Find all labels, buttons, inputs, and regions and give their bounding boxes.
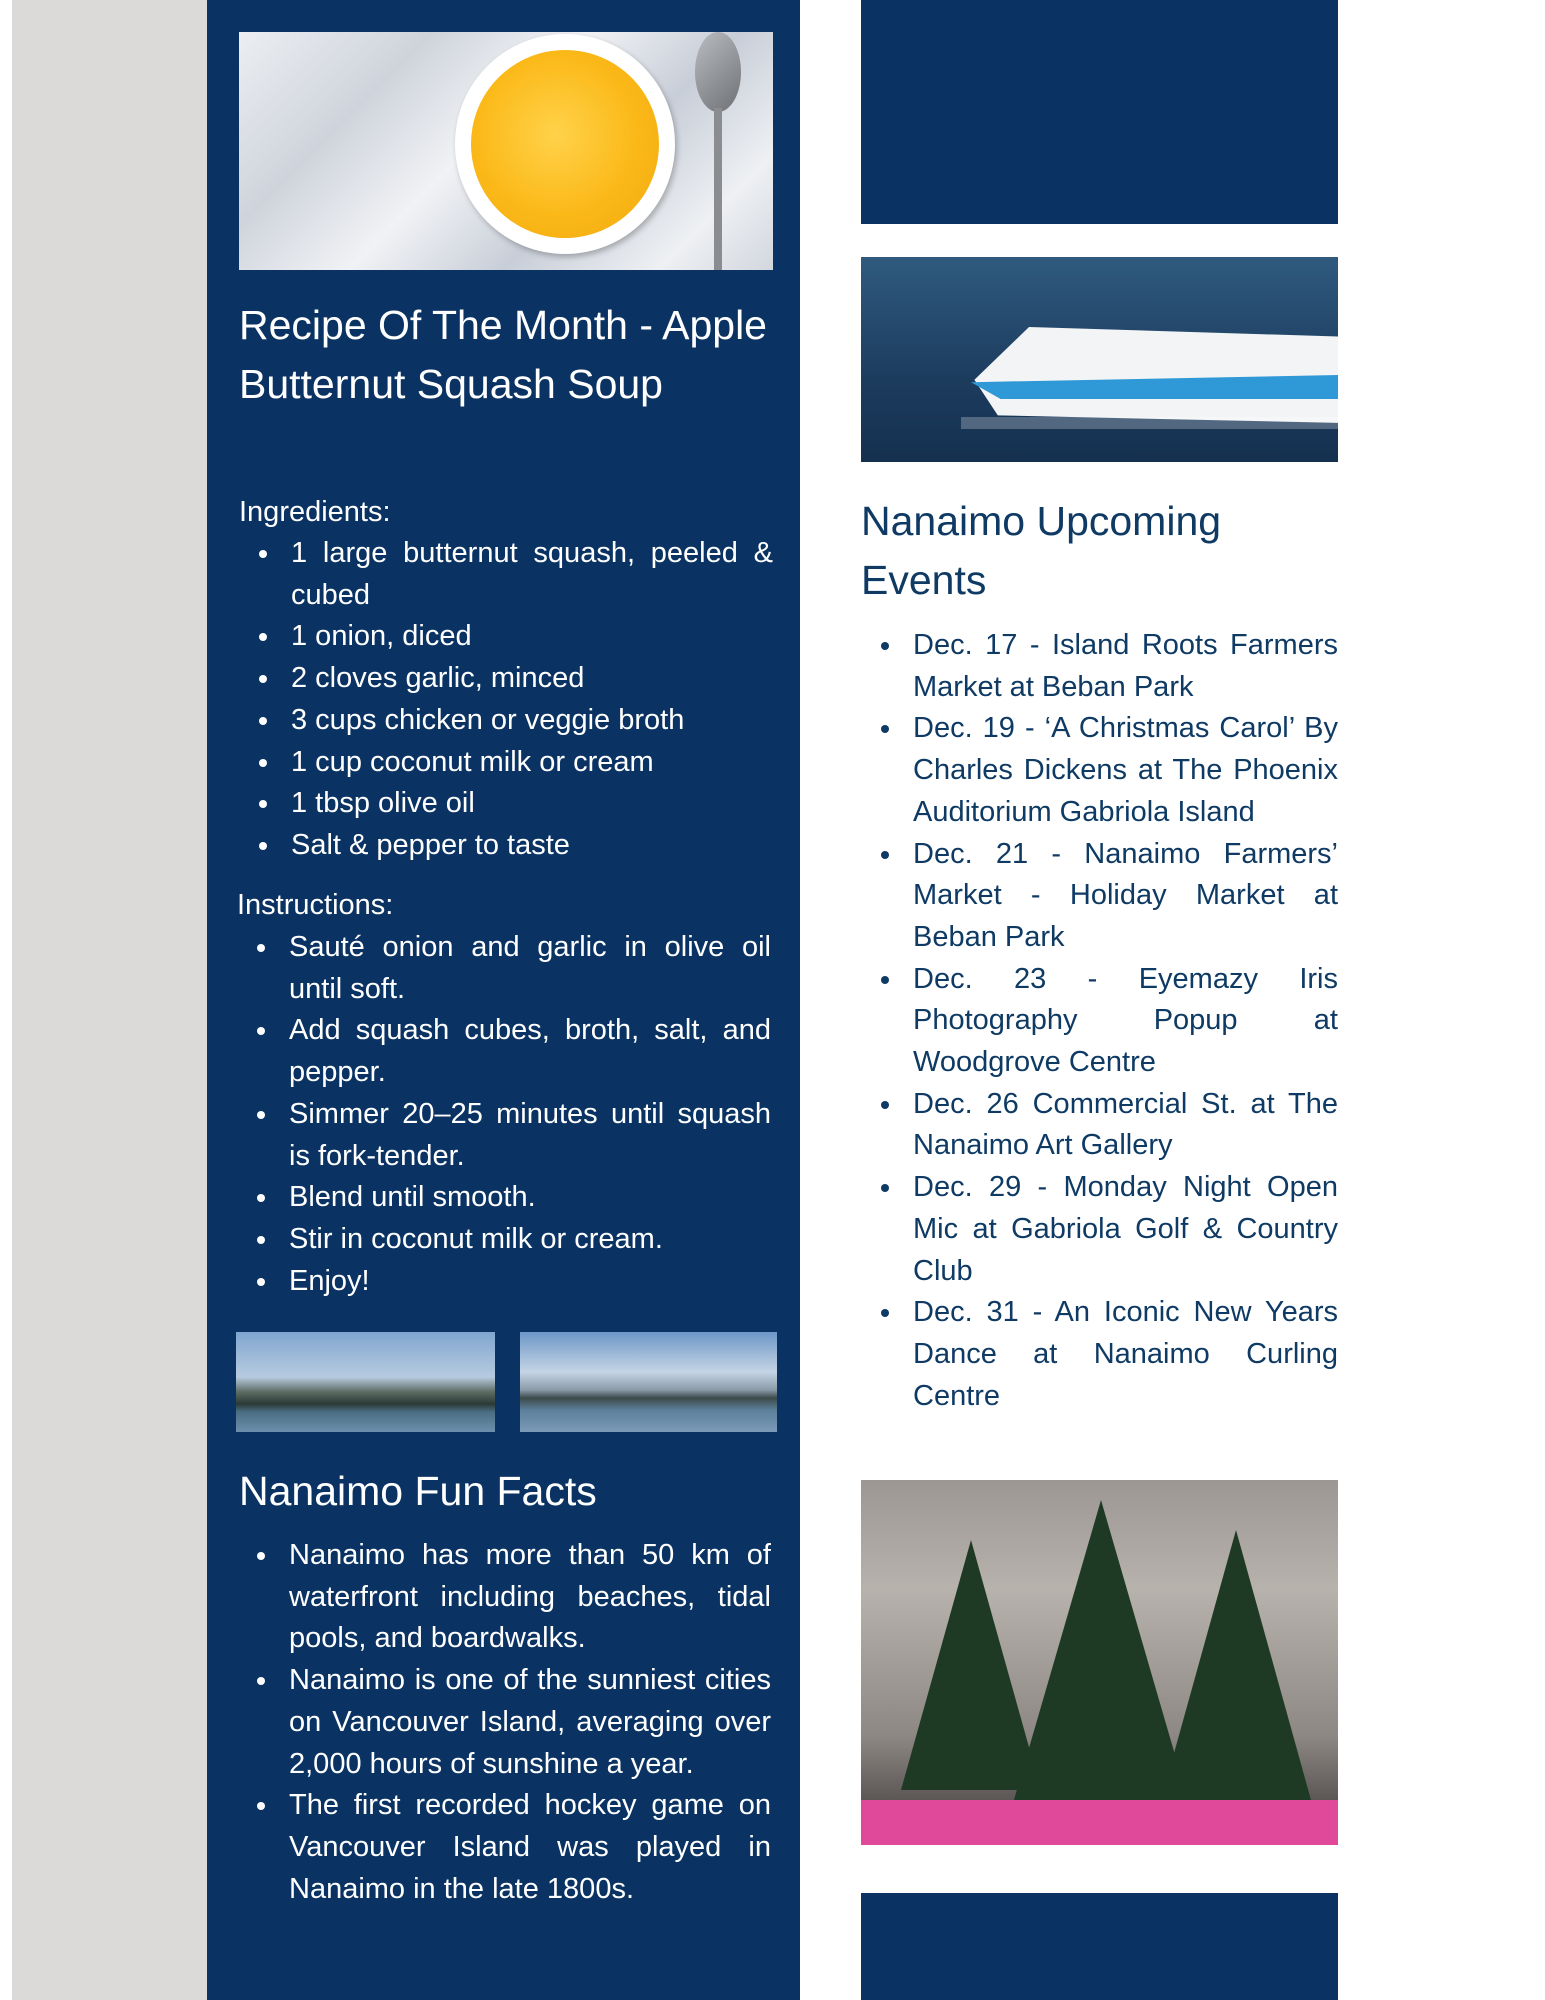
- page-side-strip: [12, 0, 207, 2000]
- list-item: Dec. 21 - Nanaimo Farmers’ Market - Holiday Market at Beban Park: [861, 834, 1338, 959]
- list-item: Nanaimo is one of the sunniest cities on Vancouver Island, averaging over 2,000 hours of sunshine a year.: [237, 1660, 771, 1785]
- list-item: 1 cup coconut milk or cream: [239, 742, 773, 784]
- bc-ferries-image: [861, 257, 1338, 462]
- list-item: 3 cups chicken or veggie broth: [239, 700, 773, 742]
- bottom-right-color-block: [861, 1893, 1338, 2000]
- list-item: Add squash cubes, broth, salt, and pepper.: [237, 1010, 771, 1093]
- list-item: Stir in coconut milk or cream.: [237, 1219, 771, 1261]
- list-item: Dec. 31 - An Iconic New Years Dance at Nanaimo Curling Centre: [861, 1292, 1338, 1417]
- spoon: [695, 32, 741, 112]
- ingredients-heading: Ingredients:: [239, 496, 391, 528]
- list-item: Enjoy!: [237, 1261, 771, 1303]
- list-item: Dec. 26 Commercial St. at The Nanaimo Art Gallery: [861, 1084, 1338, 1167]
- ingredients-list: [239, 533, 773, 867]
- list-item: Sauté onion and garlic in olive oil until soft.: [237, 927, 771, 1010]
- christmas-tree: [1011, 1500, 1191, 1810]
- list-item: 1 onion, diced: [239, 616, 773, 658]
- list-item: Salt & pepper to taste: [239, 825, 773, 867]
- list-item: 1 large butternut squash, peeled & cubed: [239, 533, 773, 616]
- fun-facts-list: [237, 1535, 771, 1910]
- waterfront-island-image: [236, 1332, 495, 1432]
- christmas-tree: [901, 1540, 1041, 1790]
- soup-bowl-image: [239, 32, 773, 270]
- list-item: Simmer 20–25 minutes until squash is fork-tender.: [237, 1094, 771, 1177]
- list-item: 2 cloves garlic, minced: [239, 658, 773, 700]
- list-item: Dec. 17 - Island Roots Farmers Market at Beban Park: [861, 625, 1338, 708]
- waterfront-harbour-image: [520, 1332, 777, 1432]
- fun-facts-title: Nanaimo Fun Facts: [239, 1468, 597, 1514]
- list-item: 1 tbsp olive oil: [239, 783, 773, 825]
- bowl: [455, 34, 675, 254]
- soup: [471, 50, 659, 238]
- tree-skirt: [861, 1800, 1338, 1845]
- ferry-wake: [961, 417, 1338, 429]
- recipe-title: Recipe Of The Month - Apple Butternut Squash Soup: [239, 302, 767, 407]
- spoon-handle: [714, 108, 722, 270]
- list-item: The first recorded hockey game on Vancouver Island was played in Nanaimo in the late 1800s.: [237, 1785, 771, 1910]
- list-item: Dec. 19 - ‘A Christmas Carol’ By Charles Dickens at The Phoenix Auditorium Gabriola Island: [861, 708, 1338, 833]
- christmas-tree: [1161, 1530, 1311, 1800]
- top-right-color-block: [861, 0, 1338, 224]
- list-item: Dec. 23 - Eyemazy Iris Photography Popup at Woodgrove Centre: [861, 959, 1338, 1084]
- ferry-hull: [951, 327, 1338, 423]
- events-title: Nanaimo Upcoming Events: [861, 498, 1222, 603]
- events-list: [861, 625, 1338, 1417]
- list-item: Dec. 29 - Monday Night Open Mic at Gabriola Golf & Country Club: [861, 1167, 1338, 1292]
- list-item: Nanaimo has more than 50 km of waterfront including beaches, tidal pools, and boardwalks.: [237, 1535, 771, 1660]
- instructions-heading: Instructions:: [237, 889, 394, 921]
- christmas-trees-image: [861, 1480, 1338, 1845]
- list-item: Blend until smooth.: [237, 1177, 771, 1219]
- instructions-list: [237, 927, 771, 1302]
